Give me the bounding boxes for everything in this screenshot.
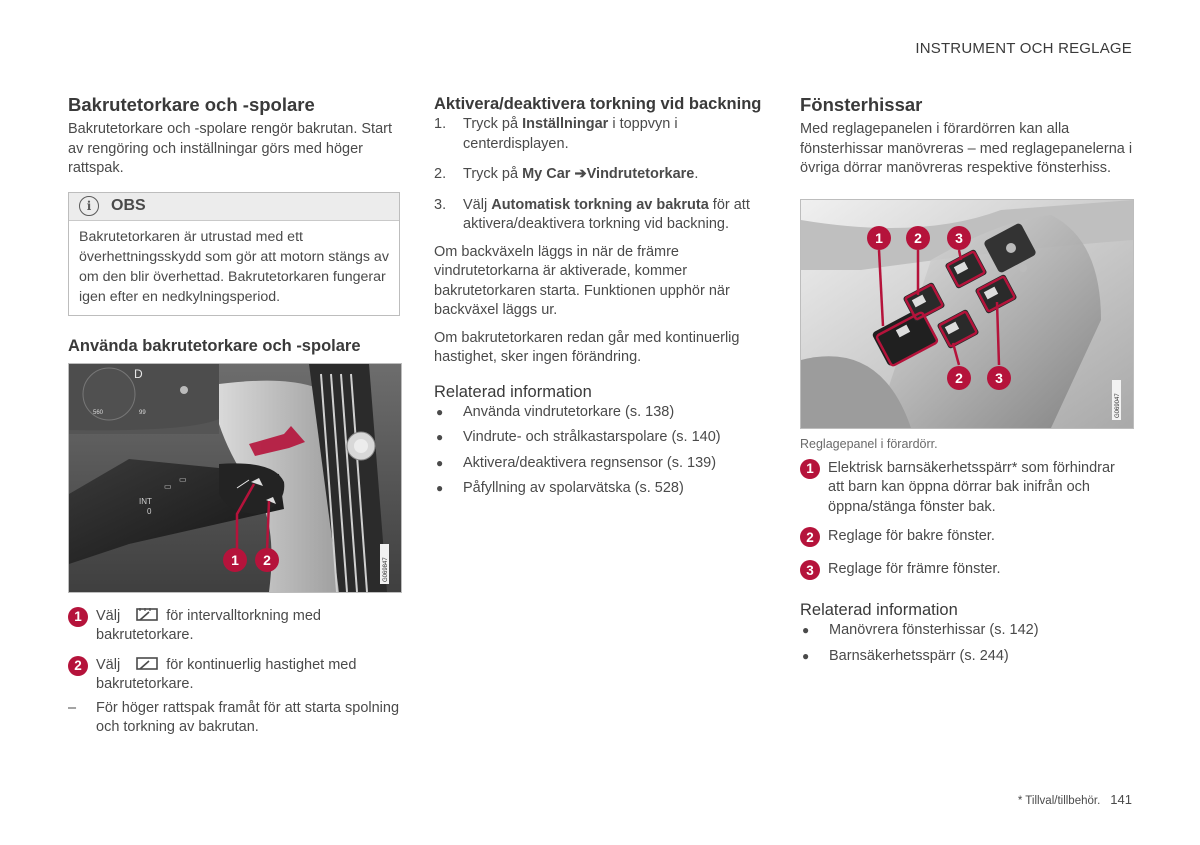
- info-icon: i: [79, 196, 99, 216]
- section-title: Bakrutetorkare och -spolare: [68, 94, 315, 115]
- column-reverse-wiping: [434, 94, 768, 505]
- item-prefix: Välj: [96, 607, 121, 624]
- image-code: G069047: [1115, 392, 1121, 418]
- callout-3: 3: [995, 369, 1003, 386]
- subsection-title: Använda bakrutetorkare och -spolare: [68, 336, 361, 355]
- page-footer: [1018, 792, 1132, 807]
- related-item[interactable]: ● Påfyllning av spolarvätska (s. 528): [436, 480, 684, 496]
- intro-text: Med reglagepanelen i förardörren kan alla fönsterhissar manövreras – med reglagepanelerna i övriga dörrar manövreras respektive fönsterhiss.: [800, 121, 1133, 176]
- arrow-icon: ➔: [574, 166, 587, 182]
- ui-label-wipers: Vindrutetorkare: [586, 166, 695, 182]
- page-number: 141: [1110, 792, 1132, 807]
- related-item[interactable]: ● Använda vindrutetorkare (s. 138): [436, 403, 675, 420]
- svg-text:▭: ▭: [179, 474, 187, 484]
- paragraph: Om bakrutetorkaren redan går med kontinuerlig hastighet, sker ingen förändring.: [434, 329, 740, 365]
- ui-label-settings: Inställningar: [522, 116, 609, 132]
- related-item[interactable]: ● Manövrera fönsterhissar (s. 142): [802, 622, 1039, 638]
- list-item: [68, 656, 400, 695]
- wiper-stalk-illustration: [69, 364, 401, 592]
- callout-badge: 1: [68, 607, 88, 627]
- section-header: INSTRUMENT OCH REGLAGE: [915, 40, 1132, 57]
- dash-item: [68, 699, 400, 738]
- svg-text:D: D: [134, 366, 143, 381]
- item-text: för intervalltorkning med bakrutetorkare.: [96, 607, 321, 643]
- item-text: för kontinuerlig hastighet med bakrutetorkare.: [96, 656, 357, 692]
- step-item: 3. Välj Automatisk torkning av bakruta för att aktivera/deaktivera torkning vid backning.: [434, 196, 750, 232]
- step-item: 1. Tryck på Inställningar i toppvyn i centerdisplayen.: [434, 116, 678, 152]
- related-list: [434, 403, 768, 499]
- column-window-lifts: [800, 94, 1134, 672]
- svg-text:INT: INT: [139, 496, 152, 506]
- wiper-stalk-image: [68, 363, 402, 593]
- callout-2: 2: [263, 551, 271, 568]
- door-panel-image: [800, 199, 1134, 429]
- footnote: * Tillval/tillbehör.: [1017, 795, 1101, 807]
- callout-1: 1: [231, 551, 239, 568]
- svg-text:0: 0: [147, 506, 152, 516]
- related-item[interactable]: ● Vindrute- och strålkastarspolare (s. 140): [436, 429, 721, 445]
- item-text: Reglage för främre fönster.: [828, 561, 1001, 577]
- list-item: [800, 459, 1134, 518]
- list-item: [68, 607, 400, 646]
- section-title: Fönsterhissar: [800, 94, 923, 115]
- door-panel-illustration: [801, 200, 1133, 428]
- list-item: [800, 560, 1134, 580]
- callout-2: 2: [955, 369, 963, 386]
- column-rear-wiper: [68, 94, 400, 738]
- svg-text:▭: ▭: [164, 481, 172, 491]
- continuous-wiper-icon: [136, 656, 158, 672]
- note-body: Bakrutetorkaren är utrustad med ett överhettningsskydd som gör att motorn stängs av om den blir överhettad. Bakrutetorkaren fungerar igen efter en nedkylningsperiod.: [79, 228, 389, 305]
- steps-list: [434, 115, 768, 235]
- related-list: [800, 621, 1134, 666]
- related-title: Relaterad information: [434, 382, 592, 401]
- callout-badge: 3: [800, 560, 820, 580]
- dash-mark: –: [68, 699, 77, 716]
- dash-text: För höger rattspak framåt för att starta spolning och torkning av bakrutan.: [96, 699, 400, 735]
- callout-3: 3: [955, 229, 963, 246]
- related-item[interactable]: ● Aktivera/deaktivera regnsensor (s. 139): [436, 454, 717, 471]
- related-title: Relaterad information: [800, 601, 958, 619]
- list-item: [800, 527, 1134, 547]
- ui-label-mycar: My Car: [522, 166, 571, 182]
- item-prefix: Välj: [96, 656, 121, 673]
- note-label: OBS: [111, 197, 146, 214]
- ui-label-auto-rear: Automatisk torkning av bakruta: [491, 196, 709, 213]
- svg-text:560: 560: [93, 409, 104, 416]
- note-header: [69, 193, 399, 221]
- image-code: G069847: [383, 556, 389, 582]
- item-text: Elektrisk barnsäkerhetsspärr* som förhindrar att barn kan öppna dörrar bak inifrån och öppna/stänga fönster bak.: [828, 459, 1115, 515]
- callout-2: 2: [914, 229, 922, 246]
- item-text: Reglage för bakre fönster.: [828, 528, 995, 544]
- paragraph: Om backväxeln läggs in när de främre vindrutetorkarna är aktiverade, kommer bakrutetorkaren starta. Funktionen upphör när backväxel läggs ur.: [434, 243, 730, 318]
- image-caption: Reglagepanel i förardörr.: [800, 436, 938, 451]
- section-title: Aktivera/deaktivera torkning vid backning: [434, 95, 762, 113]
- note-box: [68, 192, 400, 316]
- step-item: 2. Tryck på My Car ➔Vindrutetorkare.: [434, 166, 699, 182]
- callout-badge: 2: [68, 656, 88, 676]
- callout-badge: 1: [800, 459, 820, 479]
- intro-text: Bakrutetorkare och -spolare rengör bakrutan. Start av rengöring och inställningar görs med höger rattspak.: [68, 121, 392, 176]
- svg-text:99: 99: [139, 409, 146, 416]
- callout-badge: 2: [800, 527, 820, 547]
- related-item[interactable]: ● Barnsäkerhetsspärr (s. 244): [802, 647, 1009, 664]
- callout-1: 1: [875, 229, 883, 246]
- interval-wiper-icon: [136, 607, 158, 623]
